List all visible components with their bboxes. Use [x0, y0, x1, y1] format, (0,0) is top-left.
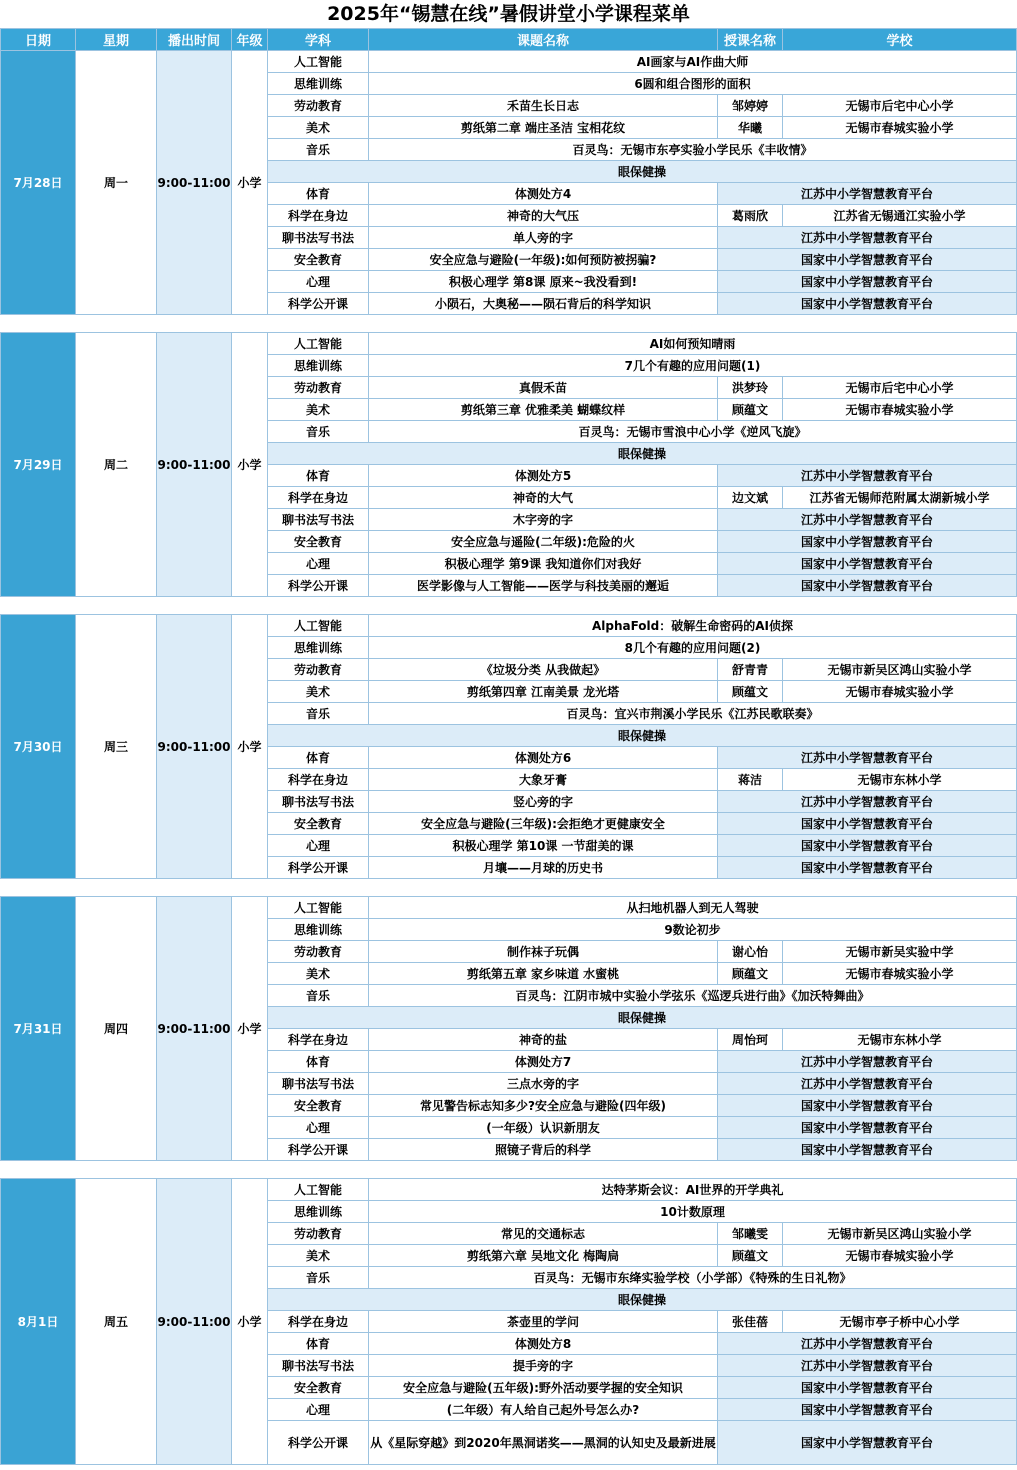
- subject-cell: 科学在身边: [268, 487, 369, 509]
- topic-cell: 单人旁的字: [369, 227, 718, 249]
- subject-cell: 科学公开课: [268, 1421, 369, 1465]
- topic-cell: 真假禾苗: [369, 377, 718, 399]
- topic-cell: 9数论初步: [369, 919, 1017, 941]
- subject-cell: 科学在身边: [268, 1311, 369, 1333]
- subject-cell: 音乐: [268, 985, 369, 1007]
- header-topic: 课题名称: [369, 29, 718, 51]
- table-row: [1, 51, 1017, 73]
- school-cell: 无锡市新吴区鸿山实验小学: [783, 1223, 1017, 1245]
- topic-cell: 从扫地机器人到无人驾驶: [369, 897, 1017, 919]
- topic-cell: 7几个有趣的应用问题(1): [369, 355, 1017, 377]
- broadcast-time: 9:00-11:00: [157, 1179, 232, 1465]
- subject-cell: 科学在身边: [268, 1029, 369, 1051]
- teacher-cell: 边文斌: [718, 487, 783, 509]
- course-schedule-table: [0, 28, 1017, 1465]
- subject-cell: 思维训练: [268, 1201, 369, 1223]
- header-teacher: 授课名称: [718, 29, 783, 51]
- platform-cell: 国家中小学智慧教育平台: [718, 1139, 1017, 1161]
- teacher-cell: 洪梦玲: [718, 377, 783, 399]
- platform-cell: 国家中小学智慧教育平台: [718, 531, 1017, 553]
- subject-cell: 美术: [268, 117, 369, 139]
- school-cell: 无锡市春城实验小学: [783, 399, 1017, 421]
- broadcast-time: 9:00-11:00: [157, 897, 232, 1161]
- subject-cell: 体育: [268, 1051, 369, 1073]
- separator-cell: [1, 879, 1017, 897]
- topic-cell: 剪纸第五章 家乡味道 水蜜桃: [369, 963, 718, 985]
- topic-cell: 安全应急与遥险(二年级):危险的火: [369, 531, 718, 553]
- teacher-cell: 张佳蓓: [718, 1311, 783, 1333]
- school-cell: 江苏省无锡师范附属太湖新城小学: [783, 487, 1017, 509]
- topic-cell: 6圆和组合图形的面积: [369, 73, 1017, 95]
- page-title: 2025年“锡慧在线”暑假讲堂小学课程菜单: [327, 3, 690, 25]
- topic-cell: 体测处方6: [369, 747, 718, 769]
- topic-cell: 剪纸第四章 江南美景 龙光塔: [369, 681, 718, 703]
- grade-level: 小学: [232, 897, 268, 1161]
- topic-cell: 百灵鸟：无锡市东绛实验学校（小学部）《特殊的生日礼物》: [369, 1267, 1017, 1289]
- teacher-cell: 邹婷婷: [718, 95, 783, 117]
- topic-cell: AlphaFold：破解生命密码的AI侦探: [369, 615, 1017, 637]
- topic-cell: 常见的交通标志: [369, 1223, 718, 1245]
- subject-cell: 安全教育: [268, 1095, 369, 1117]
- topic-cell: 《垃圾分类 从我做起》: [369, 659, 718, 681]
- topic-cell: 竖心旁的字: [369, 791, 718, 813]
- platform-cell: 国家中小学智慧教育平台: [718, 293, 1017, 315]
- day-date: 7月31日: [1, 897, 76, 1161]
- school-cell: 无锡市春城实验小学: [783, 681, 1017, 703]
- day-separator: [1, 597, 1017, 615]
- teacher-cell: 谢心怡: [718, 941, 783, 963]
- teacher-cell: 舒青青: [718, 659, 783, 681]
- day-weekday: 周三: [76, 615, 157, 879]
- subject-cell: 聊书法写书法: [268, 509, 369, 531]
- topic-cell: 积极心理学 第10课 一节甜美的课: [369, 835, 718, 857]
- school-cell: 无锡市东林小学: [783, 769, 1017, 791]
- platform-cell: 江苏中小学智慧教育平台: [718, 1051, 1017, 1073]
- grade-level: 小学: [232, 51, 268, 315]
- topic-cell: 大象牙膏: [369, 769, 718, 791]
- teacher-cell: 蒋洁: [718, 769, 783, 791]
- subject-cell: 科学公开课: [268, 575, 369, 597]
- topic-cell: 剪纸第二章 端庄圣洁 宝相花纹: [369, 117, 718, 139]
- topic-cell: 体测处方7: [369, 1051, 718, 1073]
- day-weekday: 周一: [76, 51, 157, 315]
- topic-cell: 安全应急与避险(五年级):野外活动要学握的安全知识: [369, 1377, 718, 1399]
- topic-cell: AI画家与AI作曲大师: [369, 51, 1017, 73]
- header-school: 学校: [783, 29, 1017, 51]
- topic-cell: 月壤——月球的历史书: [369, 857, 718, 879]
- day-weekday: 周二: [76, 333, 157, 597]
- topic-cell: 百灵鸟：宜兴市荆溪小学民乐《江苏民歌联奏》: [369, 703, 1017, 725]
- school-cell: 无锡市新吴实验中学: [783, 941, 1017, 963]
- subject-cell: 音乐: [268, 139, 369, 161]
- subject-cell: 科学公开课: [268, 1139, 369, 1161]
- subject-cell: 人工智能: [268, 897, 369, 919]
- topic-cell: AI如何预知晴雨: [369, 333, 1017, 355]
- teacher-cell: 周怡珂: [718, 1029, 783, 1051]
- header-subject: 学科: [268, 29, 369, 51]
- school-cell: 无锡市新吴区鸿山实验小学: [783, 659, 1017, 681]
- school-cell: 江苏省无锡通江实验小学: [783, 205, 1017, 227]
- subject-cell: 科学在身边: [268, 205, 369, 227]
- topic-cell: (二年级）有人给自己起外号怎么办?: [369, 1399, 718, 1421]
- separator-cell: [1, 597, 1017, 615]
- subject-cell: 心理: [268, 1399, 369, 1421]
- day-date: 7月30日: [1, 615, 76, 879]
- eye-exercise-row: 眼保健操: [268, 725, 1017, 747]
- subject-cell: 劳动教育: [268, 1223, 369, 1245]
- topic-cell: 提手旁的字: [369, 1355, 718, 1377]
- subject-cell: 美术: [268, 963, 369, 985]
- topic-cell: 达特茅斯会议：AI世界的开学典礼: [369, 1179, 1017, 1201]
- subject-cell: 安全教育: [268, 531, 369, 553]
- subject-cell: 劳动教育: [268, 377, 369, 399]
- teacher-cell: 顾蕴文: [718, 681, 783, 703]
- school-cell: 无锡市春城实验小学: [783, 963, 1017, 985]
- topic-cell: 茶壶里的学问: [369, 1311, 718, 1333]
- topic-cell: 从《星际穿越》到2020年黑洞诺奖——黑洞的认知史及最新进展: [369, 1421, 718, 1465]
- table-row: [1, 1179, 1017, 1201]
- subject-cell: 音乐: [268, 421, 369, 443]
- platform-cell: 国家中小学智慧教育平台: [718, 857, 1017, 879]
- table-row: [1, 897, 1017, 919]
- subject-cell: 劳动教育: [268, 659, 369, 681]
- broadcast-time: 9:00-11:00: [157, 51, 232, 315]
- platform-cell: 国家中小学智慧教育平台: [718, 1117, 1017, 1139]
- platform-cell: 国家中小学智慧教育平台: [718, 271, 1017, 293]
- platform-cell: 江苏中小学智慧教育平台: [718, 183, 1017, 205]
- topic-cell: 剪纸第六章 吴地文化 梅陶扃: [369, 1245, 718, 1267]
- day-date: 8月1日: [1, 1179, 76, 1465]
- subject-cell: 聊书法写书法: [268, 791, 369, 813]
- topic-cell: 神奇的大气压: [369, 205, 718, 227]
- platform-cell: 江苏中小学智慧教育平台: [718, 747, 1017, 769]
- topic-cell: 安全应急与避险(一年级):如何预防被拐骗?: [369, 249, 718, 271]
- eye-exercise-row: 眼保健操: [268, 1289, 1017, 1311]
- school-cell: 无锡市亭子桥中心小学: [783, 1311, 1017, 1333]
- day-weekday: 周五: [76, 1179, 157, 1465]
- grade-level: 小学: [232, 1179, 268, 1465]
- topic-cell: 百灵鸟：无锡市雪浪中心小学《逆风飞旋》: [369, 421, 1017, 443]
- subject-cell: 体育: [268, 465, 369, 487]
- subject-cell: 美术: [268, 399, 369, 421]
- broadcast-time: 9:00-11:00: [157, 615, 232, 879]
- school-cell: 无锡市春城实验小学: [783, 117, 1017, 139]
- day-date: 7月28日: [1, 51, 76, 315]
- platform-cell: 国家中小学智慧教育平台: [718, 1399, 1017, 1421]
- header-grade: 年级: [232, 29, 268, 51]
- topic-cell: 三点水旁的字: [369, 1073, 718, 1095]
- topic-cell: 体测处方4: [369, 183, 718, 205]
- teacher-cell: 邹曦雯: [718, 1223, 783, 1245]
- topic-cell: 剪纸第三章 优雅柔美 蝴蝶纹样: [369, 399, 718, 421]
- subject-cell: 思维训练: [268, 919, 369, 941]
- separator-cell: [1, 315, 1017, 333]
- topic-cell: 木字旁的字: [369, 509, 718, 531]
- topic-cell: 百灵鸟：无锡市东亭实验小学民乐《丰收情》: [369, 139, 1017, 161]
- subject-cell: 科学公开课: [268, 857, 369, 879]
- platform-cell: 国家中小学智慧教育平台: [718, 835, 1017, 857]
- school-cell: 无锡市后宅中心小学: [783, 95, 1017, 117]
- subject-cell: 劳动教育: [268, 95, 369, 117]
- platform-cell: 江苏中小学智慧教育平台: [718, 227, 1017, 249]
- topic-cell: 神奇的大气: [369, 487, 718, 509]
- teacher-cell: 华曦: [718, 117, 783, 139]
- teacher-cell: 顾蕴文: [718, 399, 783, 421]
- schedule-body: [1, 51, 1017, 1465]
- subject-cell: 安全教育: [268, 813, 369, 835]
- teacher-cell: 顾蕴文: [718, 963, 783, 985]
- subject-cell: 科学公开课: [268, 293, 369, 315]
- day-separator: [1, 879, 1017, 897]
- platform-cell: 国家中小学智慧教育平台: [718, 249, 1017, 271]
- subject-cell: 美术: [268, 681, 369, 703]
- subject-cell: 聊书法写书法: [268, 1073, 369, 1095]
- topic-cell: 制作袜子玩偶: [369, 941, 718, 963]
- topic-cell: 小陨石，大奥秘——陨石背后的科学知识: [369, 293, 718, 315]
- subject-cell: 思维训练: [268, 73, 369, 95]
- eye-exercise-row: 眼保健操: [268, 1007, 1017, 1029]
- subject-cell: 美术: [268, 1245, 369, 1267]
- topic-cell: 常见警告标志知多少?安全应急与避险(四年级): [369, 1095, 718, 1117]
- topic-cell: 安全应急与避险(三年级):会拒绝才更健康安全: [369, 813, 718, 835]
- platform-cell: 江苏中小学智慧教育平台: [718, 1333, 1017, 1355]
- topic-cell: 10计数原理: [369, 1201, 1017, 1223]
- header-time: 播出时间: [157, 29, 232, 51]
- platform-cell: 江苏中小学智慧教育平台: [718, 1073, 1017, 1095]
- subject-cell: 安全教育: [268, 249, 369, 271]
- separator-cell: [1, 1161, 1017, 1179]
- platform-cell: 江苏中小学智慧教育平台: [718, 509, 1017, 531]
- subject-cell: 心理: [268, 1117, 369, 1139]
- subject-cell: 体育: [268, 1333, 369, 1355]
- school-cell: 无锡市东林小学: [783, 1029, 1017, 1051]
- subject-cell: 音乐: [268, 1267, 369, 1289]
- table-row: [1, 333, 1017, 355]
- subject-cell: 安全教育: [268, 1377, 369, 1399]
- header-weekday: 星期: [76, 29, 157, 51]
- eye-exercise-row: 眼保健操: [268, 443, 1017, 465]
- topic-cell: 神奇的盐: [369, 1029, 718, 1051]
- broadcast-time: 9:00-11:00: [157, 333, 232, 597]
- platform-cell: 江苏中小学智慧教育平台: [718, 1355, 1017, 1377]
- table-row: [1, 615, 1017, 637]
- subject-cell: 科学在身边: [268, 769, 369, 791]
- grade-level: 小学: [232, 615, 268, 879]
- subject-cell: 人工智能: [268, 51, 369, 73]
- header-row: [1, 29, 1017, 51]
- subject-cell: 心理: [268, 835, 369, 857]
- teacher-cell: 葛雨欣: [718, 205, 783, 227]
- eye-exercise-row: 眼保健操: [268, 161, 1017, 183]
- teacher-cell: 顾蕴文: [718, 1245, 783, 1267]
- subject-cell: 心理: [268, 553, 369, 575]
- subject-cell: 体育: [268, 747, 369, 769]
- topic-cell: 百灵鸟：江阴市城中实验小学弦乐《巡逻兵进行曲》《加沃特舞曲》: [369, 985, 1017, 1007]
- subject-cell: 思维训练: [268, 637, 369, 659]
- platform-cell: 江苏中小学智慧教育平台: [718, 465, 1017, 487]
- platform-cell: 国家中小学智慧教育平台: [718, 553, 1017, 575]
- header-date: 日期: [1, 29, 76, 51]
- subject-cell: 劳动教育: [268, 941, 369, 963]
- topic-cell: 照镜子背后的科学: [369, 1139, 718, 1161]
- topic-cell: 积极心理学 第9课 我知道你们对我好: [369, 553, 718, 575]
- subject-cell: 音乐: [268, 703, 369, 725]
- platform-cell: 国家中小学智慧教育平台: [718, 1421, 1017, 1465]
- topic-cell: 体测处方8: [369, 1333, 718, 1355]
- grade-level: 小学: [232, 333, 268, 597]
- school-cell: 无锡市春城实验小学: [783, 1245, 1017, 1267]
- subject-cell: 心理: [268, 271, 369, 293]
- day-weekday: 周四: [76, 897, 157, 1161]
- platform-cell: 国家中小学智慧教育平台: [718, 813, 1017, 835]
- platform-cell: 国家中小学智慧教育平台: [718, 1377, 1017, 1399]
- topic-cell: (一年级）认识新朋友: [369, 1117, 718, 1139]
- subject-cell: 思维训练: [268, 355, 369, 377]
- topic-cell: 禾苗生长日志: [369, 95, 718, 117]
- platform-cell: 江苏中小学智慧教育平台: [718, 791, 1017, 813]
- platform-cell: 国家中小学智慧教育平台: [718, 1095, 1017, 1117]
- subject-cell: 聊书法写书法: [268, 227, 369, 249]
- topic-cell: 医学影像与人工智能——医学与科技美丽的邂逅: [369, 575, 718, 597]
- subject-cell: 人工智能: [268, 615, 369, 637]
- subject-cell: 聊书法写书法: [268, 1355, 369, 1377]
- topic-cell: 体测处方5: [369, 465, 718, 487]
- topic-cell: 8几个有趣的应用问题(2): [369, 637, 1017, 659]
- topic-cell: 积极心理学 第8课 原来~我没看到!: [369, 271, 718, 293]
- platform-cell: 国家中小学智慧教育平台: [718, 575, 1017, 597]
- day-separator: [1, 1161, 1017, 1179]
- day-date: 7月29日: [1, 333, 76, 597]
- school-cell: 无锡市后宅中心小学: [783, 377, 1017, 399]
- subject-cell: 体育: [268, 183, 369, 205]
- day-separator: [1, 315, 1017, 333]
- subject-cell: 人工智能: [268, 1179, 369, 1201]
- subject-cell: 人工智能: [268, 333, 369, 355]
